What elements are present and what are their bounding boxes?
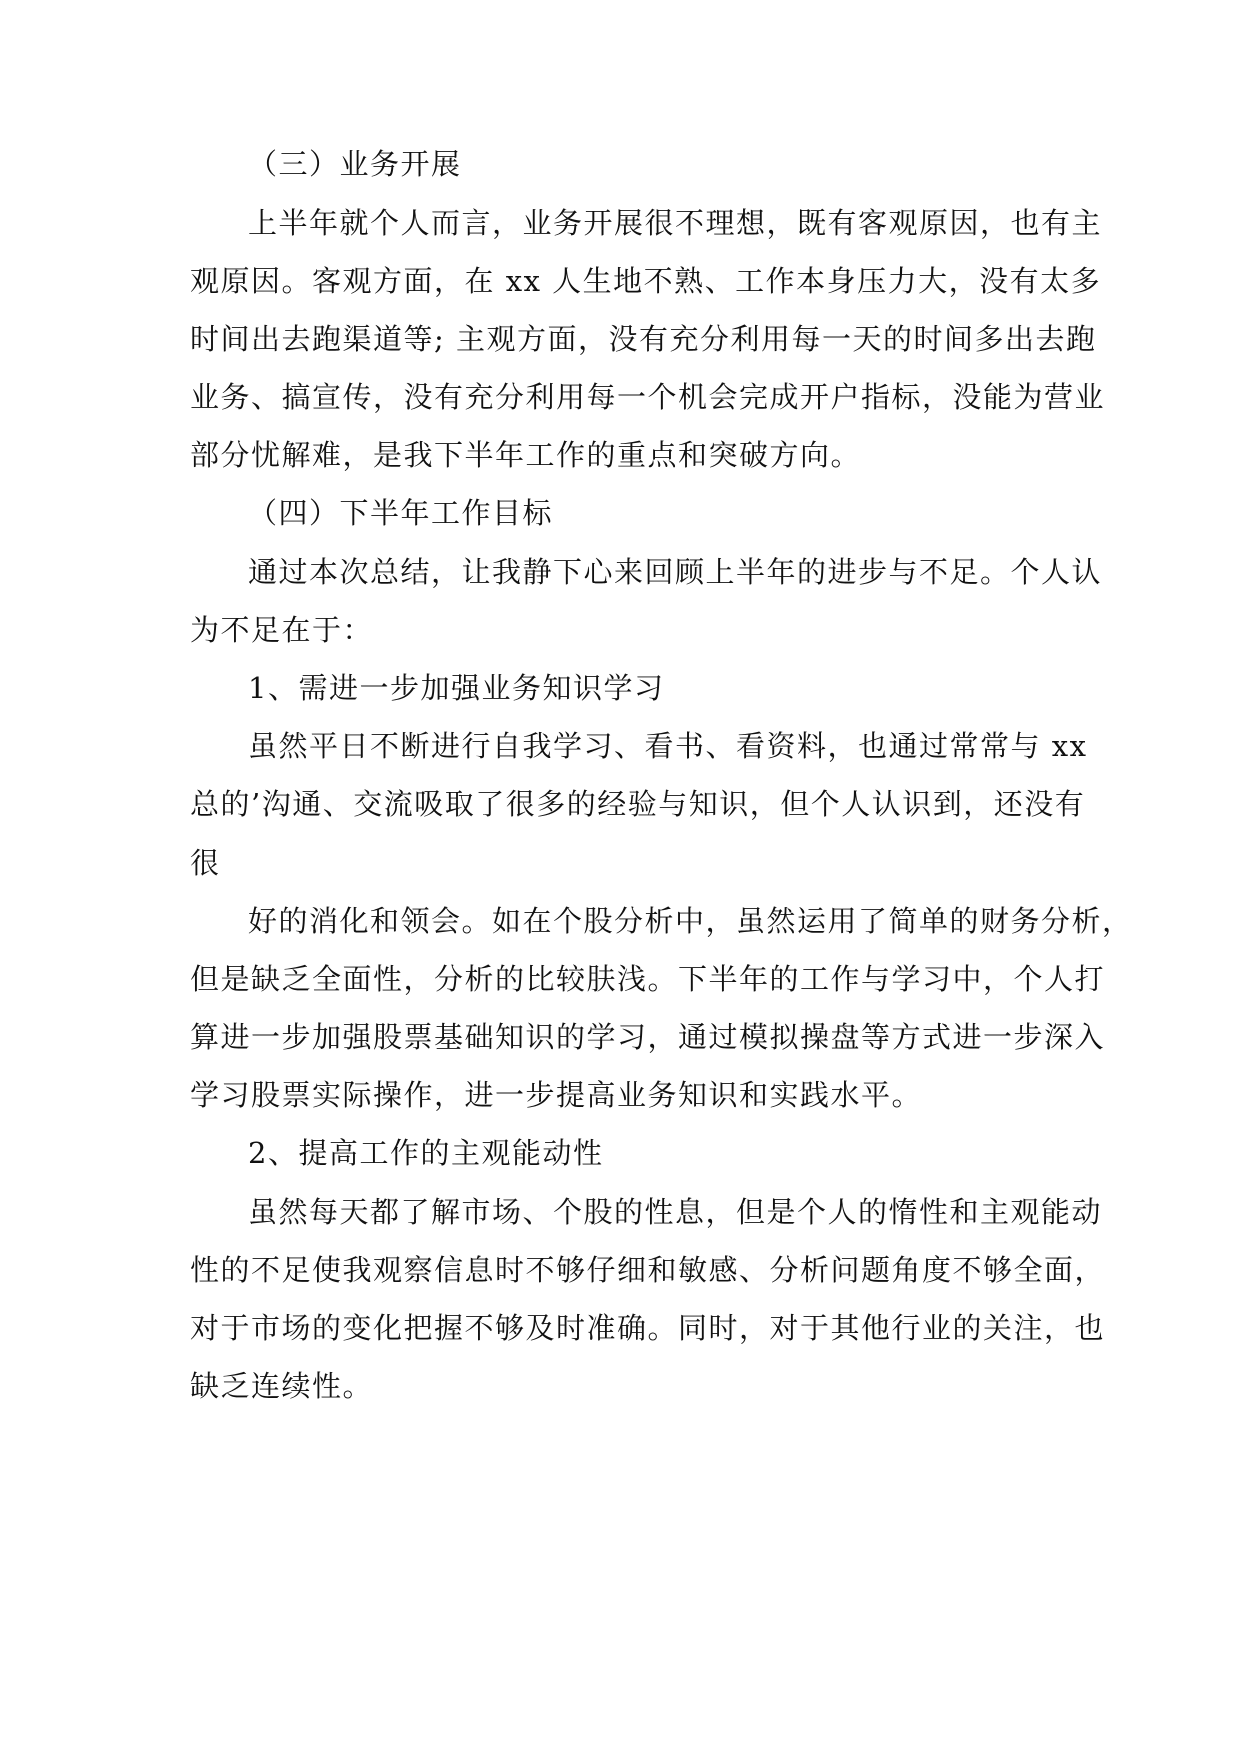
paragraph-line: 为不足在于： [190,613,374,647]
paragraph-line: 算进一步加强股票基础知识的学习，通过模拟操盘等方式进一步深入 [190,1020,1106,1054]
paragraph-line: 部分忧解难，是我下半年工作的重点和突破方向。 [190,438,862,472]
paragraph-line: 观原因。客观方面，在 xx 人生地不熟、工作本身压力大，没有太多 [190,264,1102,298]
paragraph-line: 很 [190,846,221,880]
paragraph-line: 通过本次总结，让我静下心来回顾上半年的进步与不足。个人认 [248,555,1103,589]
paragraph-line: 但是缺乏全面性，分析的比较肤浅。下半年的工作与学习中，个人打 [190,962,1106,996]
subheading-initiative: 2、提高工作的主观能动性 [248,1136,604,1170]
paragraph-line: 缺乏连续性。 [190,1369,374,1403]
subheading-knowledge: 1、需进一步加强业务知识学习 [248,671,665,705]
paragraph-line: 业务、搞宣传，没有充分利用每一个机会完成开户指标，没能为营业 [190,380,1106,414]
paragraph-line: 时间出去跑渠道等; 主观方面，没有充分利用每一天的时间多出去跑 [190,322,1097,356]
paragraph-line: 学习股票实际操作，进一步提高业务知识和实践水平。 [190,1078,923,1112]
paragraph-line: 好的消化和领会。如在个股分析中，虽然运用了简单的财务分析， [248,904,1133,938]
paragraph-line: 对于市场的变化把握不够及时准确。同时，对于其他行业的关注，也 [190,1311,1106,1345]
paragraph-line: 总的’沟通、交流吸取了很多的经验与知识，但个人认识到，还没有 [190,787,1086,821]
paragraph-line: 性的不足使我观察信息时不够仔细和敏感、分析问题角度不够全面， [190,1253,1106,1287]
paragraph-line: 虽然平日不断进行自我学习、看书、看资料，也通过常常与 xx [248,729,1088,763]
section-heading-goals: （四）下半年工作目标 [248,496,554,530]
paragraph-line: 上半年就个人而言，业务开展很不理想，既有客观原因，也有主 [248,206,1103,240]
section-heading-business: （三）业务开展 [248,147,462,181]
paragraph-line: 虽然每天都了解市场、个股的性息，但是个人的惰性和主观能动 [248,1195,1103,1229]
